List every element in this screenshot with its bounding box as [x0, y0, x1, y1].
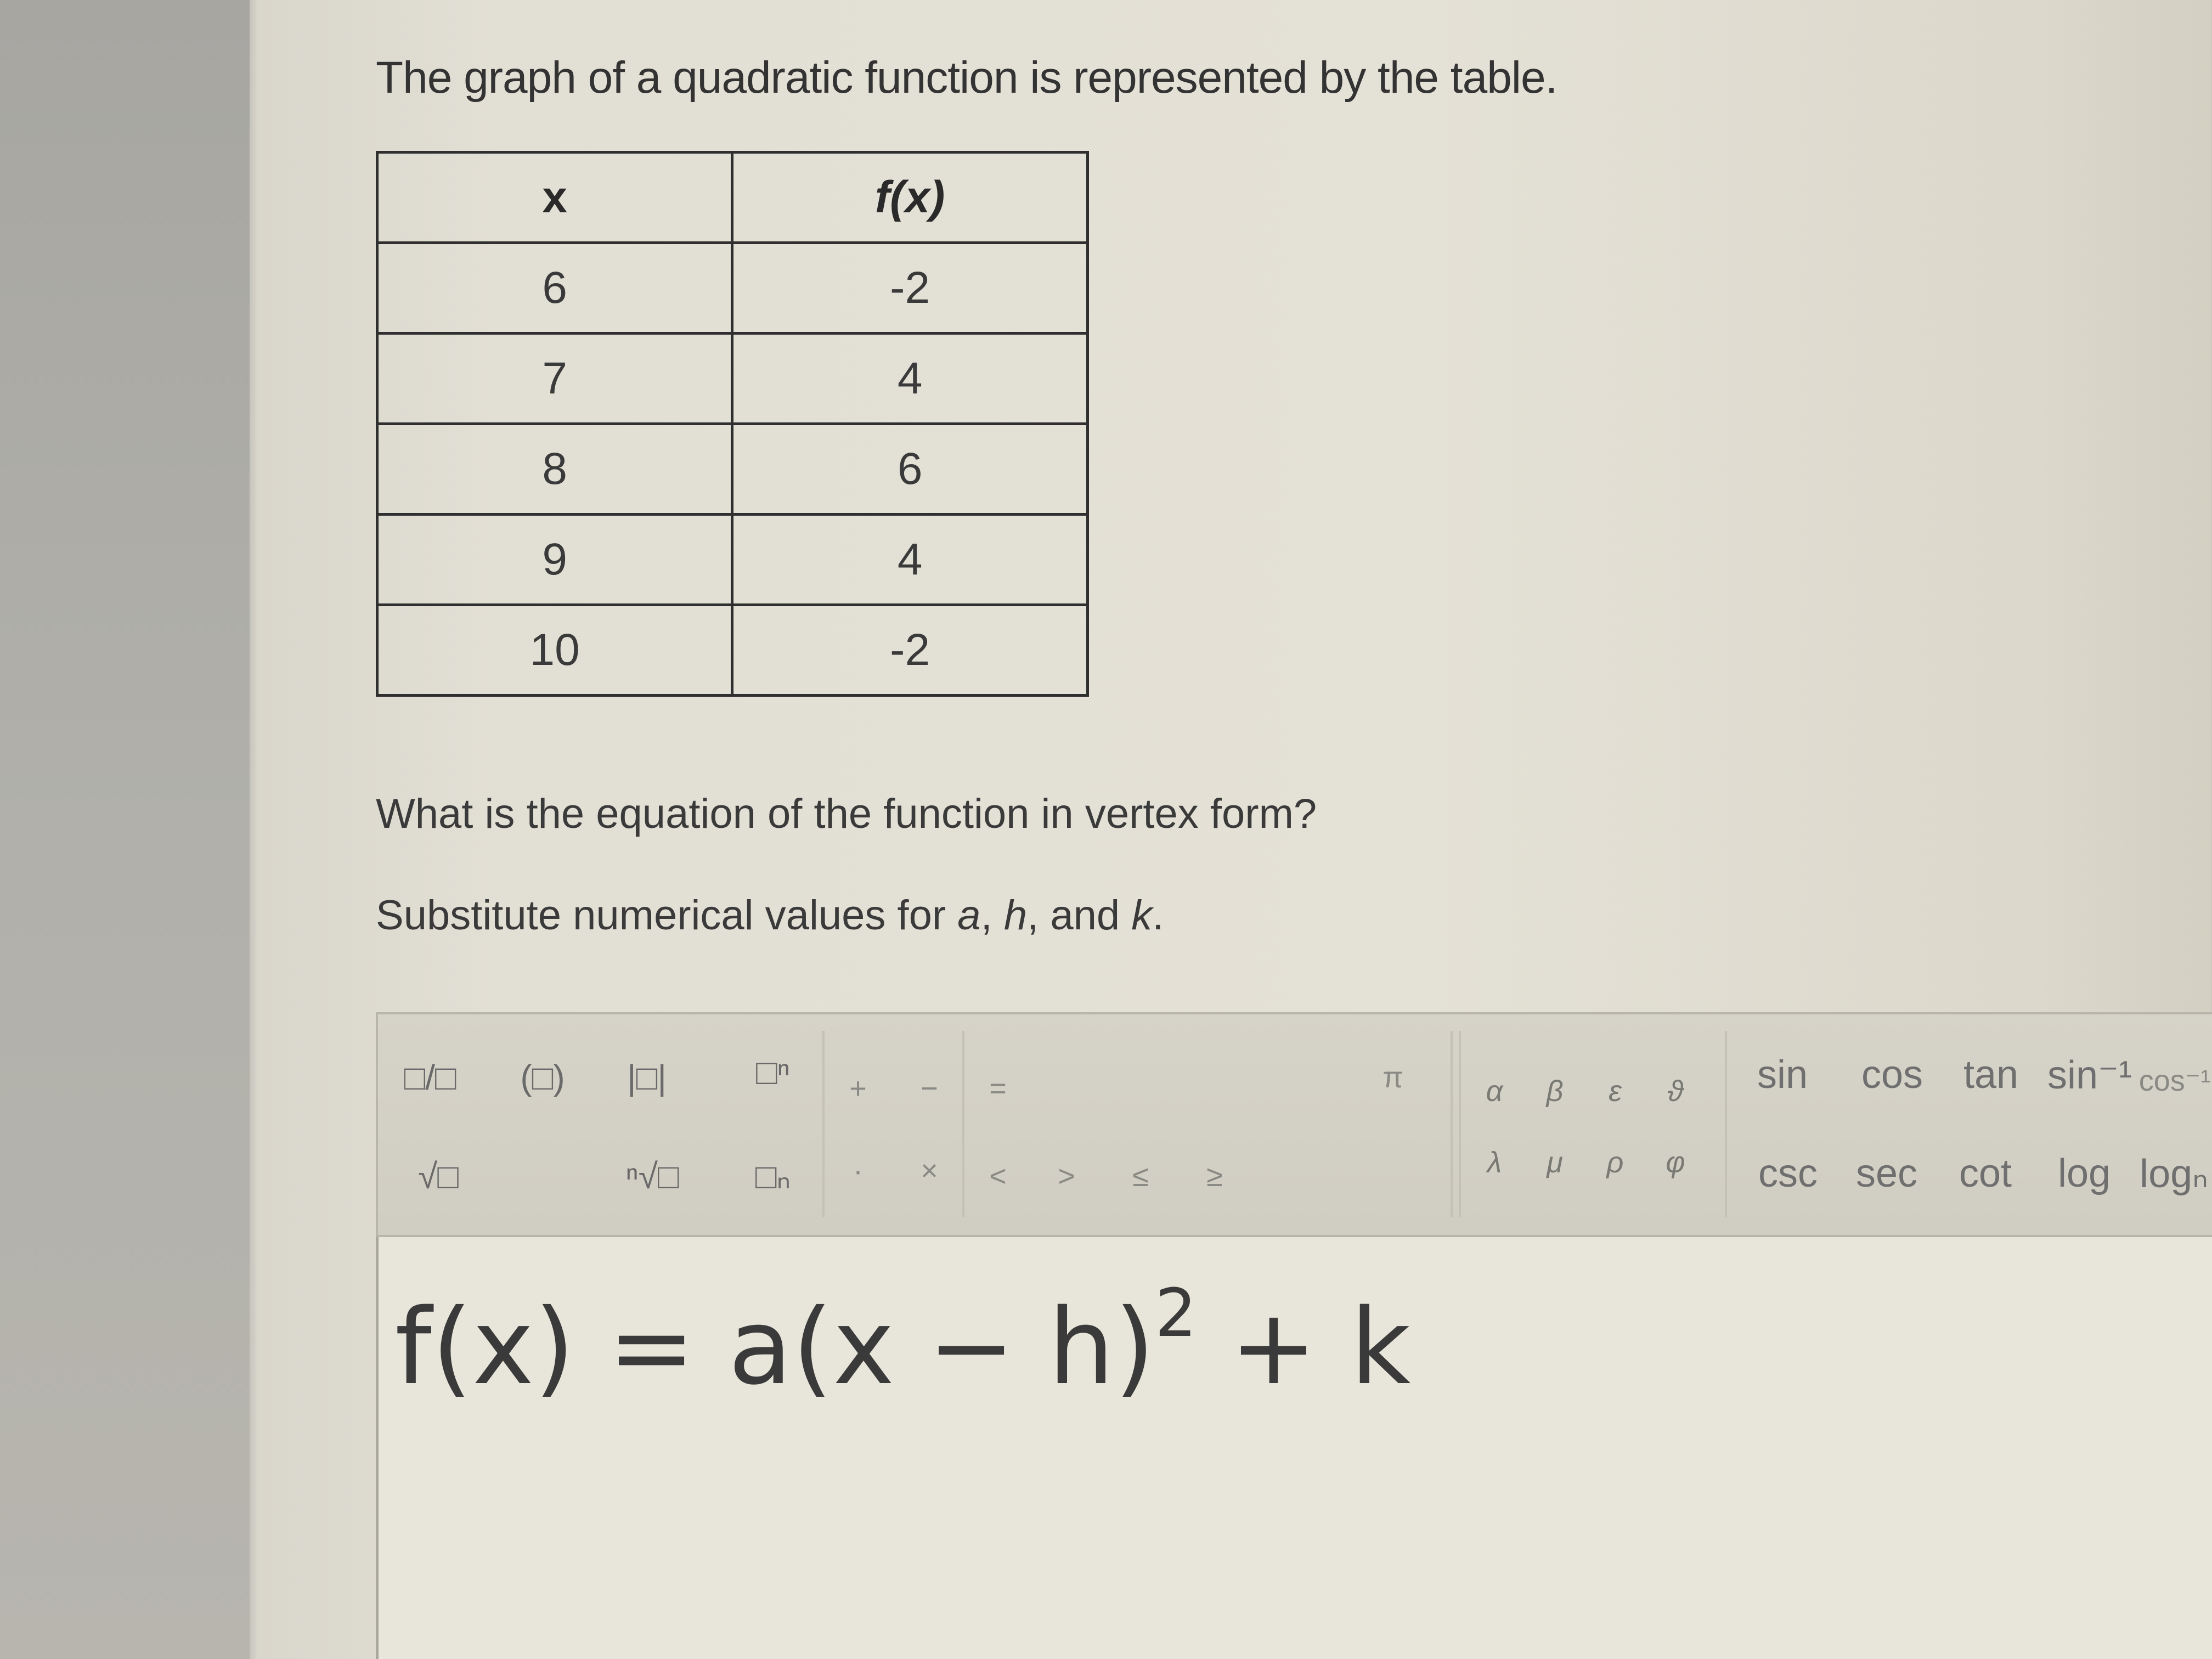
equals-button[interactable]: =: [989, 1072, 1007, 1105]
cell-x: 6: [377, 243, 732, 334]
variable-a: a: [957, 892, 981, 939]
phi-button[interactable]: φ: [1666, 1146, 1685, 1179]
less-than-button[interactable]: <: [989, 1160, 1007, 1193]
cell-fx: -2: [732, 605, 1088, 696]
function-table: [376, 151, 1089, 697]
toolbar-divider: [822, 1031, 825, 1217]
minus-button[interactable]: −: [921, 1072, 938, 1105]
question-title: The graph of a quadratic function is represented by the table.: [376, 53, 1558, 103]
variable-h: h: [1003, 892, 1028, 939]
header-fx: f(x): [732, 153, 1088, 243]
beta-button[interactable]: β: [1546, 1075, 1564, 1108]
instruction-suffix: .: [1152, 892, 1164, 939]
mu-button[interactable]: μ: [1547, 1146, 1563, 1179]
sin-button[interactable]: sin: [1757, 1053, 1808, 1097]
answer-input[interactable]: [376, 1237, 2212, 1659]
arccos-button[interactable]: cos⁻¹: [2138, 1064, 2211, 1097]
cos-button[interactable]: cos: [1861, 1053, 1923, 1097]
greater-equal-button[interactable]: ≥: [1206, 1160, 1223, 1193]
cell-fx: -2: [732, 243, 1088, 334]
cell-fx: 6: [732, 424, 1088, 515]
subscript-button[interactable]: □ₙ: [755, 1156, 791, 1196]
math-toolbar: [376, 1012, 2212, 1237]
pi-button[interactable]: π: [1383, 1061, 1403, 1094]
cell-fx: 4: [732, 334, 1088, 424]
table-row: [377, 515, 1088, 605]
answer-tail: + k: [1197, 1286, 1411, 1408]
parentheses-button[interactable]: (□): [520, 1058, 565, 1097]
answer-expression[interactable]: [395, 1276, 1411, 1408]
cot-button[interactable]: cot: [1959, 1152, 2012, 1195]
sec-button[interactable]: sec: [1855, 1152, 1918, 1195]
alpha-button[interactable]: α: [1486, 1075, 1503, 1108]
cell-fx: 4: [732, 515, 1088, 605]
fraction-button[interactable]: □/□: [404, 1058, 456, 1097]
toolbar-divider: [1459, 1031, 1461, 1217]
cell-x: 8: [377, 424, 732, 515]
table-row: [377, 334, 1088, 424]
table-row: [377, 605, 1088, 696]
instruction-prefix: Substitute numerical values for: [376, 892, 958, 939]
square-root-button[interactable]: √□: [418, 1156, 459, 1196]
answer-exponent: 2: [1155, 1276, 1197, 1352]
table-header-row: [377, 153, 1088, 243]
answer-main: f(x) = a(x − h): [395, 1286, 1155, 1408]
dot-button[interactable]: ·: [853, 1154, 863, 1187]
lambda-button[interactable]: λ: [1487, 1146, 1502, 1179]
cell-x: 9: [377, 515, 732, 605]
log-base-button[interactable]: logₙ: [2140, 1152, 2208, 1196]
toolbar-divider: [962, 1031, 964, 1217]
log-button[interactable]: log: [2057, 1152, 2111, 1195]
toolbar-divider: [1451, 1031, 1453, 1217]
instruction-sep: , and: [1027, 892, 1132, 939]
csc-button[interactable]: csc: [1758, 1152, 1818, 1195]
header-x: x: [377, 153, 732, 243]
toolbar-divider: [1725, 1031, 1727, 1217]
tan-button[interactable]: tan: [1963, 1053, 2019, 1097]
less-equal-button[interactable]: ≤: [1132, 1160, 1149, 1193]
rho-button[interactable]: ρ: [1606, 1146, 1624, 1179]
exponent-button[interactable]: □ⁿ: [756, 1052, 790, 1092]
cell-x: 10: [377, 605, 732, 696]
cell-x: 7: [377, 334, 732, 424]
arcsin-button[interactable]: sin⁻¹: [2047, 1053, 2132, 1097]
question-prompt: What is the equation of the function in vertex form?: [376, 791, 1317, 837]
times-button[interactable]: ×: [921, 1154, 938, 1187]
absolute-value-button[interactable]: |□|: [627, 1058, 667, 1097]
table-row: [377, 243, 1088, 334]
nth-root-button[interactable]: ⁿ√□: [625, 1156, 679, 1196]
plus-button[interactable]: +: [849, 1072, 867, 1105]
variable-k: k: [1131, 892, 1153, 939]
greater-than-button[interactable]: >: [1058, 1160, 1075, 1193]
instruction-sep: ,: [980, 892, 1004, 939]
table-row: [377, 424, 1088, 515]
instruction-text: [376, 891, 1164, 939]
math-editor: [376, 1012, 2212, 1659]
epsilon-button[interactable]: ε: [1609, 1075, 1622, 1108]
theta-button[interactable]: ϑ: [1667, 1075, 1684, 1108]
